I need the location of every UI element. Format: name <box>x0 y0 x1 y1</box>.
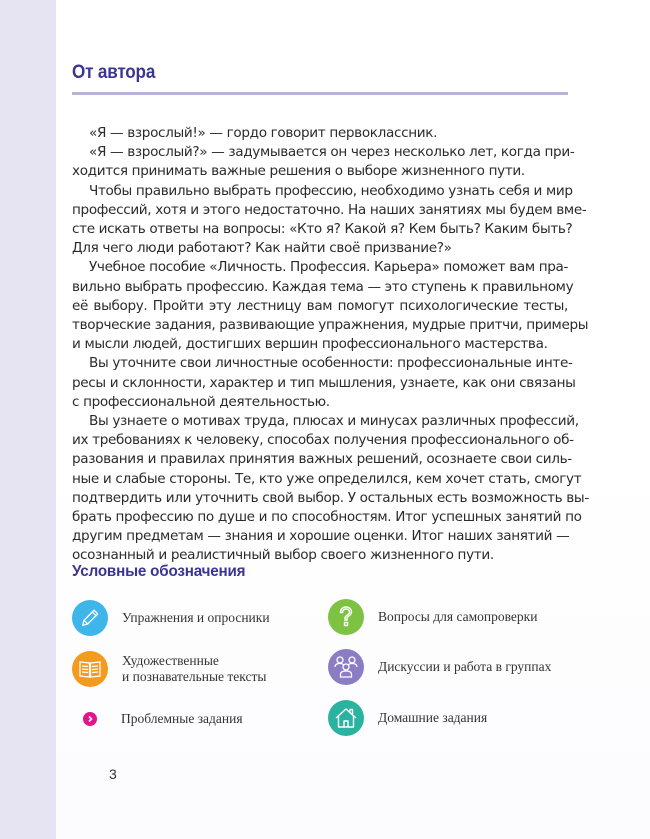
paragraph-line: Вы уточните свои личностные особенности: профессиональные инте- <box>89 355 573 372</box>
paragraph-line: и мысли людей, достигших вершин профессионального мастерства. <box>72 336 548 353</box>
paragraph-line: вильно выбрать профессию. Каждая тема — это ступень к правильному <box>72 278 574 295</box>
page-number: 3 <box>109 766 117 782</box>
legend-item-self-check <box>328 599 537 635</box>
legend-label: Проблемные задания <box>121 711 243 726</box>
paragraph-line: ходится принимать важные решения о выборе жизненного пути. <box>72 163 525 180</box>
paragraph-line: их требованиях к человеку, способах получения профессионального об- <box>72 432 574 449</box>
page-margin-stripe <box>0 0 56 839</box>
legend-label <box>122 653 267 685</box>
group-icon <box>328 649 364 685</box>
legend-label: Домашние задания <box>378 710 488 725</box>
legend-label: Дискуссии и работа в группах <box>378 659 552 674</box>
house-icon <box>328 700 364 736</box>
author-section-title: От автора <box>72 62 156 83</box>
paragraph-line: «Я — взрослый?» — задумывается он через несколько лет, когда при- <box>89 144 575 161</box>
paragraph-line: Вы узнаете о мотивах труда, плюсах и минусах различных профессий, <box>89 413 579 430</box>
paragraph-line: Учебное пособие «Личность. Профессия. Карьера» поможет вам пра- <box>89 259 569 276</box>
pencil-icon <box>72 600 108 636</box>
paragraph-line: сте искать ответы на вопросы: «Кто я? Какой я? Кем быть? Каким быть? <box>72 221 573 238</box>
legend-item-problems <box>72 711 243 727</box>
legend-item-discussions <box>328 649 551 685</box>
paragraph-line: ные и слабые стороны. Те, кто уже определился, кем хочет стать, смогут <box>72 470 582 487</box>
legend-section-title: Условные обозначения <box>72 563 246 580</box>
paragraph-line: профессий, хотя и этого недостаточно. На наших занятиях мы будем вме- <box>72 201 587 218</box>
paragraph-line: брать профессию по душе и по способностям. Итог успешных занятий по <box>72 509 582 526</box>
legend-label: Вопросы для самопроверки <box>378 609 538 624</box>
paragraph-line: другим предметам — знания и хорошие оценки. Итог наших занятий — <box>72 528 570 545</box>
legend-item-exercises <box>72 600 270 636</box>
paragraph-line: подтвердить или уточнить свой выбор. У остальных есть возможность вы- <box>72 489 589 506</box>
question-icon <box>328 599 364 635</box>
paragraph-line: ресы и склонности, характер и тип мышления, узнаете, как они связаны <box>72 374 576 391</box>
book-icon <box>72 651 108 687</box>
paragraph-line: Чтобы правильно выбрать профессию, необходимо узнать себя и мир <box>89 182 573 199</box>
paragraph-line: разования и правилах принятия важных решений, осознаете свои силь- <box>72 451 572 468</box>
paragraph-line: «Я — взрослый!» — гордо говорит первоклассник. <box>89 125 438 141</box>
legend-label-line: Художественные <box>122 653 219 668</box>
legend-label-line: и познавательные тексты <box>122 669 267 684</box>
author-foreword <box>72 124 589 566</box>
title-divider <box>72 92 568 95</box>
paragraph-line: её выбору. Пройти эту лестницу вам помогут психологические тесты, <box>72 297 568 314</box>
legend-item-homework <box>328 700 487 736</box>
legend-label: Упражнения и опросники <box>122 610 270 625</box>
legend-item-texts <box>72 651 267 687</box>
paragraph-line: осознанный и реалистичный выбор своего жизненного пути. <box>72 547 494 564</box>
paragraph-line: творческие задания, развивающие упражнения, мудрые притчи, примеры <box>72 317 589 334</box>
paragraph-line: с профессиональной деятельностью. <box>72 393 330 410</box>
paragraph-line: Для чего люди работают? Как найти своё призвание?» <box>72 240 452 257</box>
chevron-right-icon <box>83 712 97 726</box>
